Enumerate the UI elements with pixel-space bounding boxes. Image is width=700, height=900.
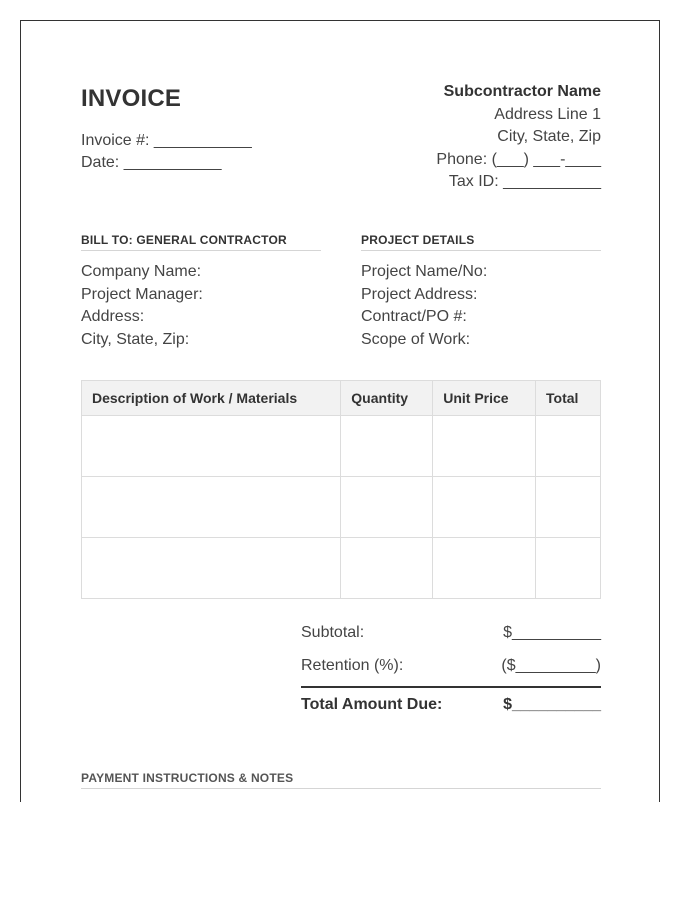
quantity-cell[interactable]: [341, 477, 433, 538]
bill-to-company-name: Company Name:: [81, 263, 202, 280]
subcontractor-address: Address Line 1: [494, 105, 601, 123]
retention-value: ($_________): [501, 657, 601, 674]
project-name-number: Project Name/No:: [361, 263, 488, 280]
table-row: [82, 416, 601, 477]
bill-to-project-manager: Project Manager:: [81, 285, 203, 303]
retention-label: Retention (%):: [301, 657, 404, 674]
invoice-date-field: Date: ___________: [81, 154, 222, 171]
column-header-quantity: Quantity: [341, 381, 433, 416]
project-contract-po: Contract/PO #:: [361, 308, 467, 325]
total-cell[interactable]: [536, 538, 601, 599]
totals-divider: [301, 686, 601, 688]
bill-to-address: Address:: [81, 308, 145, 325]
unit-price-cell[interactable]: [433, 477, 536, 538]
table-row: [82, 538, 601, 599]
table-header-row: [82, 381, 601, 416]
invoice-number-field: Invoice #: ___________: [81, 132, 252, 149]
project-details-heading: PROJECT DETAILS: [361, 233, 601, 251]
subcontractor-tax-id: Tax ID: ___________: [448, 173, 601, 190]
total-due-label: Total Amount Due:: [301, 696, 443, 713]
bill-to-city-state-zip: City, State, Zip:: [81, 330, 190, 348]
description-cell[interactable]: [82, 538, 341, 599]
bill-to-heading: BILL TO: GENERAL CONTRACTOR: [81, 233, 321, 251]
table-row: [82, 477, 601, 538]
subcontractor-name: Subcontractor Name: [443, 83, 601, 100]
invoice-page: [20, 20, 660, 802]
project-address: Project Address:: [361, 285, 478, 303]
quantity-cell[interactable]: [341, 416, 433, 477]
subcontractor-phone: Phone: (___) ___-____: [436, 150, 601, 168]
project-scope-of-work: Scope of Work:: [361, 330, 471, 348]
subcontractor-info: [436, 81, 601, 194]
subtotal-label: Subtotal:: [301, 624, 365, 641]
description-cell[interactable]: [82, 477, 341, 538]
quantity-cell[interactable]: [341, 538, 433, 599]
column-header-total: Total: [536, 381, 601, 416]
subtotal-value: $__________: [503, 624, 601, 641]
bill-to-fields: [81, 261, 203, 351]
column-header-description: Description of Work / Materials: [82, 381, 341, 416]
unit-price-cell[interactable]: [433, 416, 536, 477]
total-cell[interactable]: [536, 477, 601, 538]
description-cell[interactable]: [82, 416, 341, 477]
total-cell[interactable]: [536, 416, 601, 477]
payment-notes-heading: PAYMENT INSTRUCTIONS & NOTES: [81, 771, 601, 789]
project-details-fields: [361, 261, 487, 351]
line-items-table: [81, 380, 601, 599]
total-due-value: $__________: [503, 696, 601, 713]
column-header-unit-price: Unit Price: [433, 381, 536, 416]
invoice-title: INVOICE: [81, 85, 182, 112]
subcontractor-city-state-zip: City, State, Zip: [497, 128, 601, 145]
unit-price-cell[interactable]: [433, 538, 536, 599]
